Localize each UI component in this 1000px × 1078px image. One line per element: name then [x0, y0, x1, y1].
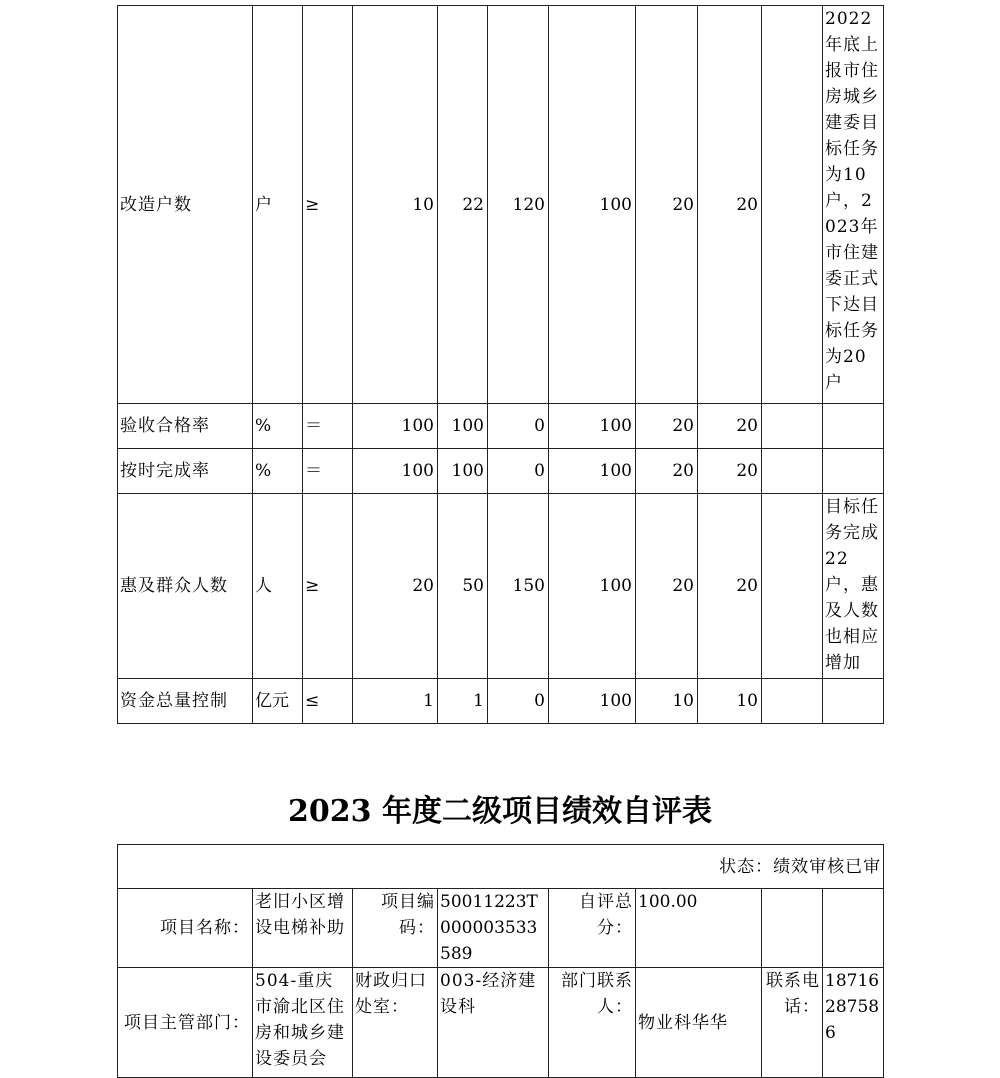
indicator-target: 10: [353, 6, 438, 404]
phone-label: 联系电话：: [762, 968, 823, 1078]
page-title: 2023 年度二级项目绩效自评表: [288, 794, 712, 829]
indicator-target: 100: [353, 449, 438, 494]
indicator-score: 20: [698, 6, 762, 404]
finance-label: 财政归口处室：: [353, 968, 438, 1078]
project-code-label: 项目编码：: [353, 889, 438, 968]
indicator-unit: 亿元: [253, 679, 303, 724]
indicator-weight: 20: [636, 6, 698, 404]
indicator-name: 改造户数: [118, 6, 253, 404]
table-row: [118, 449, 884, 494]
indicator-extra: [762, 404, 823, 449]
blank-cell: [762, 889, 823, 968]
finance-value: 003-经济建设科: [438, 968, 549, 1078]
indicator-unit: 户: [253, 6, 303, 404]
indicator-operator: ≥: [303, 494, 353, 679]
indicator-target: 20: [353, 494, 438, 679]
indicator-score: 20: [698, 449, 762, 494]
self-score-label: 自评总分：: [549, 889, 636, 968]
indicator-actual: 22: [438, 6, 488, 404]
indicator-rate: 100: [549, 679, 636, 724]
indicator-extra: [762, 449, 823, 494]
indicator-rate: 100: [549, 449, 636, 494]
indicator-weight: 20: [636, 404, 698, 449]
indicator-deviation: 120: [488, 6, 549, 404]
indicator-operator: ≤: [303, 679, 353, 724]
project-code-value: 50011223T000003533589: [438, 889, 549, 968]
indicator-score: 20: [698, 404, 762, 449]
indicator-name: 验收合格率: [118, 404, 253, 449]
contact-value: 物业科华华: [636, 968, 762, 1078]
performance-indicator-table: [117, 5, 884, 724]
indicator-deviation: 150: [488, 494, 549, 679]
indicator-note: [823, 449, 884, 494]
indicator-weight: 20: [636, 449, 698, 494]
dept-label: 项目主管部门：: [118, 968, 253, 1078]
dept-value: 504-重庆市渝北区住房和城乡建设委员会: [253, 968, 353, 1078]
indicator-target: 1: [353, 679, 438, 724]
table-row: [118, 6, 884, 404]
indicator-extra: [762, 494, 823, 679]
indicator-rate: 100: [549, 404, 636, 449]
self-evaluation-table: [117, 844, 884, 1078]
indicator-actual: 50: [438, 494, 488, 679]
indicator-score: 10: [698, 679, 762, 724]
indicator-actual: 100: [438, 404, 488, 449]
indicator-unit: %: [253, 404, 303, 449]
indicator-deviation: 0: [488, 679, 549, 724]
indicator-name: 资金总量控制: [118, 679, 253, 724]
indicator-operator: ＝: [303, 449, 353, 494]
project-name-label: 项目名称：: [118, 889, 253, 968]
phone-value: 18716287586: [823, 968, 884, 1078]
table-row: [118, 679, 884, 724]
self-score-value: 100.00: [636, 889, 762, 968]
contact-label: 部门联系人：: [549, 968, 636, 1078]
blank-cell: [823, 889, 884, 968]
indicator-score: 20: [698, 494, 762, 679]
indicator-actual: 1: [438, 679, 488, 724]
indicator-deviation: 0: [488, 404, 549, 449]
indicator-note: [823, 404, 884, 449]
indicator-target: 100: [353, 404, 438, 449]
indicator-name: 按时完成率: [118, 449, 253, 494]
indicator-extra: [762, 6, 823, 404]
indicator-unit: 人: [253, 494, 303, 679]
indicator-unit: %: [253, 449, 303, 494]
status-badge: 状态：绩效审核已审: [118, 845, 884, 889]
indicator-name: 惠及群众人数: [118, 494, 253, 679]
indicator-weight: 20: [636, 494, 698, 679]
indicator-deviation: 0: [488, 449, 549, 494]
table-row: [118, 404, 884, 449]
indicator-rate: 100: [549, 494, 636, 679]
indicator-note: [823, 679, 884, 724]
indicator-operator: ≥: [303, 6, 353, 404]
indicator-note: 目标任务完成22户，惠及人数也相应增加: [823, 494, 884, 679]
indicator-operator: ＝: [303, 404, 353, 449]
project-name-value: 老旧小区增设电梯补助: [253, 889, 353, 968]
indicator-note: 2022年底上报市住房城乡建委目标任务为10户，2023年市住建委正式下达目标任务为20户: [823, 6, 884, 404]
indicator-extra: [762, 679, 823, 724]
indicator-actual: 100: [438, 449, 488, 494]
indicator-rate: 100: [549, 6, 636, 404]
indicator-weight: 10: [636, 679, 698, 724]
table-row: [118, 494, 884, 679]
